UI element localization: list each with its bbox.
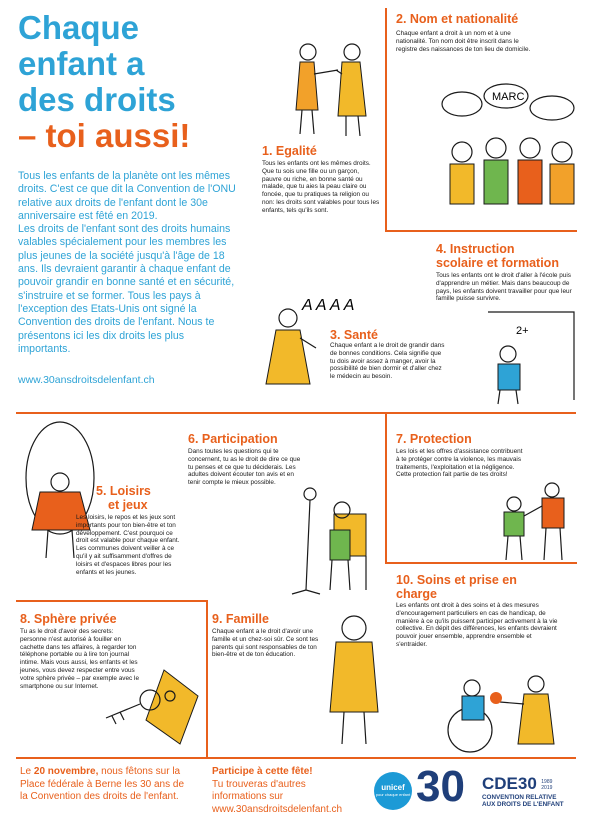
footer-event-date: 20 novembre,: [33, 766, 99, 777]
footer-participate: [212, 766, 362, 816]
divider: [16, 600, 206, 602]
divider: [16, 757, 576, 759]
intro-url[interactable]: www.30ansdroitsdelenfant.ch: [18, 374, 155, 386]
right-1-title: 1. Egalité: [262, 144, 317, 158]
footer-event-prefix: Le: [20, 766, 34, 777]
cde30-logo-sub2: AUX DROITS DE L'ENFANT: [482, 801, 564, 808]
title-line-1: Chaque: [18, 9, 140, 46]
footer-event: [20, 766, 192, 804]
right-10-title-line-2: charge: [396, 587, 437, 601]
divider: [16, 412, 576, 414]
right-6-text: Dans toutes les questions qui te concernent, tu as le droit de dire ce que tu penses et ce que tu déciderais. Les adultes doivent écouter ton avis et en tenir compte le mieux possible.: [188, 448, 301, 487]
right-4-title-line-2: scolaire et formation: [436, 256, 559, 270]
divider: [385, 412, 387, 562]
key-illustration: [100, 660, 204, 748]
right-9-title: 9. Famille: [212, 612, 269, 626]
title-line-3: des droits: [18, 81, 176, 118]
right-9-text: Chaque enfant a le droit d'avoir une famille et un chez-soi sûr. Ce sont tes parents qui sont responsables de ton bien-être et de ton éducation.: [212, 628, 319, 659]
protection-illustration: [490, 482, 580, 562]
right-2-title: 2. Nom et nationalité: [396, 12, 519, 26]
unicef-logo-text: unicef: [381, 783, 405, 792]
right-10-title: [396, 573, 517, 601]
right-2-text: Chaque enfant a droit à un nom et à une nationalité. Ton nom doit être inscrit dans le registre des naissances de ton lieu de domicile.: [396, 30, 531, 53]
right-7-title: 7. Protection: [396, 432, 472, 446]
right-5-title-line-2: et jeux: [108, 498, 148, 512]
intro-paragraph-1: Tous les enfants de la planète ont les mêmes droits. C'est ce que dit la Convention de l'ONU relative aux droits de l'enfant dont le 30e anniversaire est fêté en 2019.: [18, 170, 236, 222]
title-line-2: enfant a: [18, 45, 145, 82]
care-illustration: [440, 668, 570, 756]
right-10-text: Les enfants ont droit à des soins et à des mesures d'encouragement particuliers en cas de handicap, de manière à ce qu'ils puissent participer activement à la vie collective. En dépit des différences, les enfants devraient pouvoir jouer ensemble, apprendre ensemble et s'entraider.: [396, 602, 558, 648]
speech-marc: MARC: [492, 91, 525, 103]
divider: [385, 230, 577, 232]
right-5-title: [96, 484, 151, 512]
page-title: [18, 10, 238, 154]
cde30-logo-title: CDE30: [482, 774, 537, 793]
right-5-title-line-1: 5. Loisirs: [96, 484, 151, 498]
title-line-4: – toi aussi!: [18, 117, 191, 154]
right-4-text: Tous les enfants ont le droit d'aller à l'école puis d'apprendre un métier. Mais dans beaucoup de pays, les enfants doivent travailler pour que leur famille puisse survivre.: [436, 272, 572, 303]
cde30-logo-years: 1989 2019: [541, 779, 553, 791]
names-illustration: [440, 82, 580, 222]
right-10-title-line-1: 10. Soins et prise en: [396, 573, 517, 587]
footer-event-text: nous fêtons sur la Place fédérale à Berne les 30 ans de la Convention des droits de l'enfant.: [20, 766, 184, 802]
footer-participate-title: Participe à cette fête!: [212, 766, 313, 777]
intro-text: [18, 170, 238, 356]
right-6-title: 6. Participation: [188, 432, 278, 446]
participation-illustration: [270, 480, 382, 596]
unicef-logo-sub: pour chaque enfant: [375, 792, 411, 797]
right-3-title: 3. Santé: [330, 328, 378, 342]
school-illustration: [478, 306, 578, 406]
family-illustration: [320, 612, 390, 752]
unicef-logo: [374, 772, 412, 810]
right-8-title: 8. Sphère privée: [20, 612, 117, 626]
divider: [385, 8, 387, 230]
right-4-title-line-1: 4. Instruction: [436, 242, 515, 256]
footer-url[interactable]: www.30ansdroitsdelenfant.ch: [212, 803, 343, 815]
cde30-logo-sub1: CONVENTION RELATIVE: [482, 794, 557, 801]
right-5-text: Les loisirs, le repos et les jeux sont importants pour ton bien-être et ton développement. C'est pourquoi ce droit est valable pour chaque enfant. Les communes doivent veiller à ce qu'il y ait suffisamment d'offres de loisirs et d'espaces libres pour les enfants et les jeunes.: [76, 514, 180, 576]
cde30-logo: [482, 774, 582, 808]
right-7-text: Les lois et les offres d'assistance contribuent à te protéger contre la violence, les mauvais traitements, l'exploitation et la négligence. Cette protection fait partie de tes droits!: [396, 448, 523, 479]
right-1-text: Tous les enfants ont les mêmes droits. Que tu sois une fille ou un garçon, pauvre ou riche, en bonne santé ou malade, que tu aies la peau claire ou foncée, que tu pratiques ta religion ou non: les droits sont valables pour tous les enfants, tels qu'ils sont.: [262, 160, 380, 214]
footer-participate-text: Tu trouveras d'autres informations sur: [212, 778, 306, 802]
right-3-text: Chaque enfant a le droit de grandir dans de bonnes conditions. Cela signifie que tu dois avoir assez à manger, avoir la possibilité de bien dormir et d'aller chez le médecin au besoin.: [330, 342, 445, 381]
anniversary-30-logo: 30: [416, 762, 465, 811]
equality-illustration: [280, 30, 380, 140]
right-8-text: Tu as le droit d'avoir des secrets: personne n'est autorisé à fouiller en cachette dans tes affaires, à regarder ton téléphone portable ou à lire ton journal intime. Mais vous aussi, les enfants et les jeunes, vous devez respecter entre vous votre sphère privée – par exemple avec le smartphone ou sur Internet.: [20, 628, 140, 690]
divider: [385, 562, 577, 564]
divider: [206, 600, 208, 758]
right-4-title: [436, 242, 559, 270]
intro-paragraph-2: Les droits de l'enfant sont des droits humains valables spécialement pour les membres les plus jeunes de la société jusqu'à l'âge de 18 ans. Ils devraient garantir à chaque enfant de pouvoir grandir en bonne santé et en sécurité, s'instruire et se former. Tous les pays à l'exception des Etats-Unis ont signé la Convention des droits de l'enfant. Nous te présentons ici les dix droits les plus importants.: [18, 223, 235, 355]
math-formula: 2+: [516, 325, 529, 337]
singing-letters: A A A A: [302, 297, 355, 314]
